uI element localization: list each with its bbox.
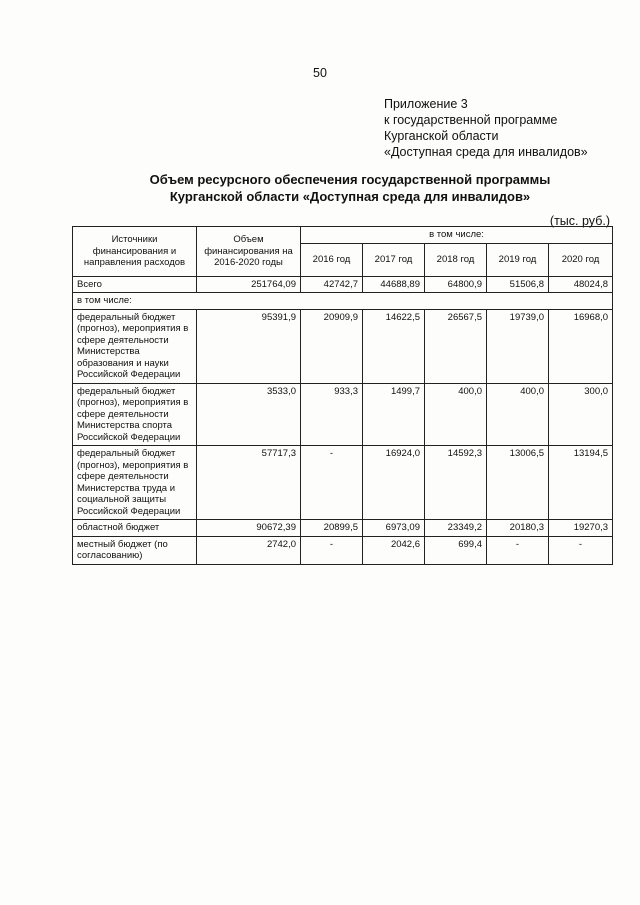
table-row: [73, 309, 613, 383]
cell-2019: -: [487, 536, 549, 564]
header-volume: Объем финансирования на 2016-2020 годы: [197, 227, 301, 277]
table-row-subheader: [73, 293, 613, 310]
row-total: 3533,0: [197, 383, 301, 446]
cell-2019: 13006,5: [487, 446, 549, 520]
appendix-line: «Доступная среда для инвалидов»: [384, 145, 588, 159]
row-subheader: в том числе:: [73, 293, 613, 310]
table-row: [73, 446, 613, 520]
cell-2017: 6973,09: [363, 520, 425, 537]
appendix-line: Приложение 3: [384, 97, 468, 111]
table-row: [73, 536, 613, 564]
header-year: 2018 год: [425, 243, 487, 276]
funding-table: [72, 226, 613, 565]
cell-2019: 20180,3: [487, 520, 549, 537]
units-label: (тыс. руб.): [549, 214, 610, 228]
cell-2016: 20899,5: [301, 520, 363, 537]
table-row: [73, 520, 613, 537]
header-year: 2019 год: [487, 243, 549, 276]
row-total: 57717,3: [197, 446, 301, 520]
cell-2016: 20909,9: [301, 309, 363, 383]
row-total: 2742,0: [197, 536, 301, 564]
row-total: 90672,39: [197, 520, 301, 537]
header-year: 2020 год: [549, 243, 613, 276]
table-row: [73, 383, 613, 446]
cell-2016: -: [301, 536, 363, 564]
row-total: 251764,09: [197, 276, 301, 293]
row-name: федеральный бюджет (прогноз), мероприятия в сфере деятельности Министерства образования и науки Российской Федерации: [73, 309, 197, 383]
cell-2016: 42742,7: [301, 276, 363, 293]
appendix-line: к государственной программе: [384, 113, 558, 127]
header-year: 2017 год: [363, 243, 425, 276]
title-line: Объем ресурсного обеспечения государственной программы: [149, 172, 551, 187]
cell-2017: 16924,0: [363, 446, 425, 520]
cell-2020: 13194,5: [549, 446, 613, 520]
header-including: в том числе:: [301, 227, 613, 244]
cell-2018: 699,4: [425, 536, 487, 564]
row-name: федеральный бюджет (прогноз), мероприятия в сфере деятельности Министерства труда и социальной защиты Российской Федерации: [73, 446, 197, 520]
document-title: [0, 171, 640, 205]
page-number: 50: [313, 66, 327, 80]
cell-2020: 300,0: [549, 383, 613, 446]
header-sources: Источники финансирования и направления расходов: [73, 227, 197, 277]
cell-2020: -: [549, 536, 613, 564]
appendix-note: [384, 96, 588, 160]
cell-2016: 933,3: [301, 383, 363, 446]
cell-2018: 26567,5: [425, 309, 487, 383]
cell-2019: 51506,8: [487, 276, 549, 293]
cell-2017: 1499,7: [363, 383, 425, 446]
cell-2016: -: [301, 446, 363, 520]
row-total: 95391,9: [197, 309, 301, 383]
cell-2017: 44688,89: [363, 276, 425, 293]
row-name: областной бюджет: [73, 520, 197, 537]
cell-2018: 400,0: [425, 383, 487, 446]
cell-2018: 14592,3: [425, 446, 487, 520]
row-name: Всего: [73, 276, 197, 293]
cell-2017: 14622,5: [363, 309, 425, 383]
row-name: федеральный бюджет (прогноз), мероприятия в сфере деятельности Министерства спорта Российской Федерации: [73, 383, 197, 446]
title-line: Курганской области «Доступная среда для инвалидов»: [169, 189, 531, 204]
cell-2019: 19739,0: [487, 309, 549, 383]
cell-2017: 2042,6: [363, 536, 425, 564]
cell-2020: 19270,3: [549, 520, 613, 537]
cell-2020: 16968,0: [549, 309, 613, 383]
header-year: 2016 год: [301, 243, 363, 276]
appendix-line: Курганской области: [384, 129, 499, 143]
row-name: местный бюджет (по согласованию): [73, 536, 197, 564]
cell-2018: 64800,9: [425, 276, 487, 293]
cell-2018: 23349,2: [425, 520, 487, 537]
cell-2019: 400,0: [487, 383, 549, 446]
table-row-total: [73, 276, 613, 293]
cell-2020: 48024,8: [549, 276, 613, 293]
